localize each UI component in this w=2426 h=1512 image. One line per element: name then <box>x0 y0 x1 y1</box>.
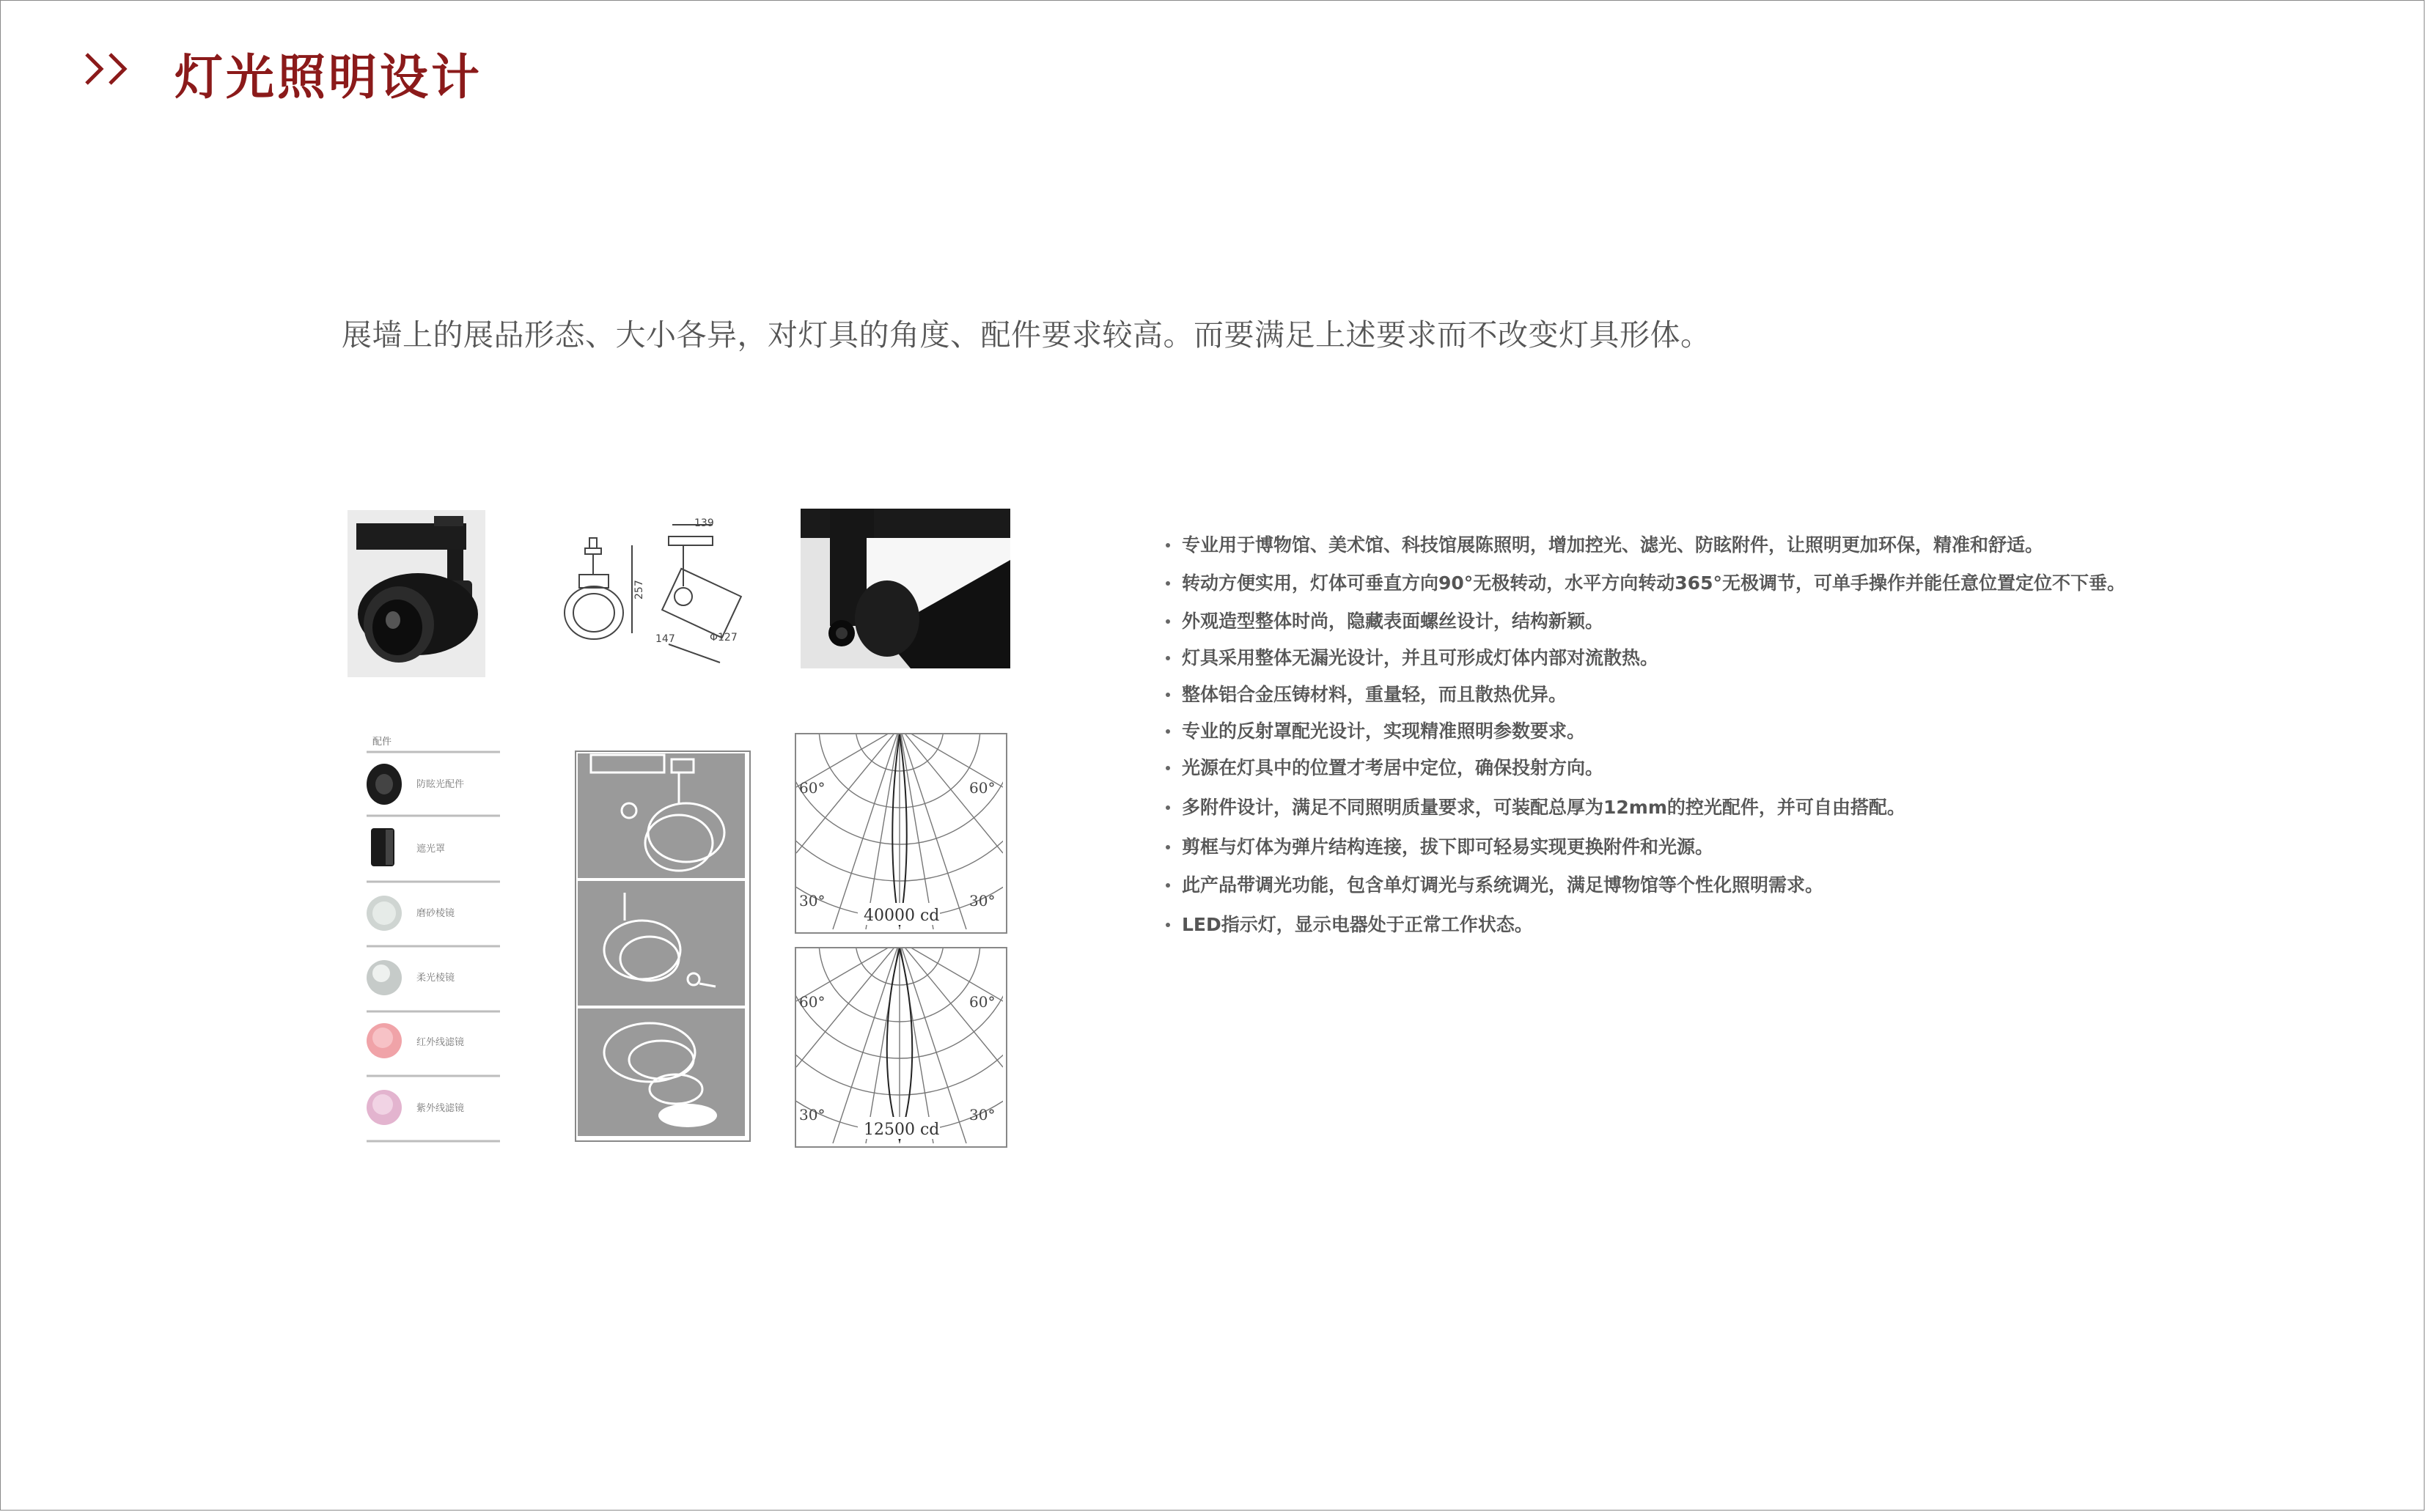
bullet-dot-icon <box>1166 693 1170 697</box>
feature-item <box>1166 828 2125 866</box>
accessories-panel <box>364 733 503 1151</box>
accessory-label: 紫外线滤镜 <box>416 1103 465 1114</box>
feature-text: 专业用于博物馆、美术馆、科技馆展陈照明，增加控光、滤光、防眩附件，让照明更加环保，精准和舒适。 <box>1182 534 2044 556</box>
accessory-label: 防眩光配件 <box>416 779 465 790</box>
accessories-header: 配件 <box>372 737 392 748</box>
dim-depth-label: 147 <box>655 633 675 645</box>
hood-icon <box>371 828 394 866</box>
polar-angle-label: 30° <box>799 892 826 910</box>
polar-angle-label: 60° <box>969 993 996 1011</box>
dim-height-label: 257 <box>633 580 645 600</box>
bullet-dot-icon <box>1166 923 1170 927</box>
bullet-dot-icon <box>1166 581 1170 586</box>
feature-text: 光源在灯具中的位置才考居中定位，确保投射方向。 <box>1182 757 1604 778</box>
polar-distribution-diagram-2 <box>795 947 1007 1148</box>
feature-item <box>1166 564 2125 602</box>
bullet-dot-icon <box>1166 729 1170 734</box>
feature-item <box>1166 602 2125 639</box>
bullet-dot-icon <box>1166 883 1170 888</box>
feature-text: 外观造型整体时尚，隐藏表面螺丝设计，结构新颖。 <box>1182 611 1604 632</box>
bullet-dot-icon <box>1166 656 1170 660</box>
dimension-drawing <box>559 516 746 670</box>
feature-item <box>1166 749 2125 789</box>
polar-angle-label: 60° <box>799 993 826 1011</box>
feature-item <box>1166 712 2125 749</box>
feature-item <box>1166 789 2125 828</box>
polar-intensity-label: 40000 cd <box>864 907 940 925</box>
feature-text: 剪框与灯体为弹片结构连接，拔下即可轻易实现更换附件和光源。 <box>1182 836 1714 858</box>
accessory-label: 磨砂棱镜 <box>416 908 455 919</box>
bullet-dot-icon <box>1166 543 1170 547</box>
intro-text: 展墙上的展品形态、大小各异，对灯具的角度、配件要求较高。而要满足上述要求而不改变灯具形体。 <box>342 317 1711 353</box>
accessory-label: 柔光棱镜 <box>416 973 455 984</box>
polar-angle-label: 60° <box>969 779 996 797</box>
product-photo-closeup <box>801 509 1010 668</box>
polar-angle-label: 60° <box>799 779 826 797</box>
product-photo-front <box>348 510 485 677</box>
feature-item <box>1166 676 2125 712</box>
page-title: 灯光照明设计 <box>174 48 482 106</box>
dim-dia-label: Φ127 <box>710 632 738 643</box>
bullet-dot-icon <box>1166 845 1170 849</box>
soft-lens-icon <box>367 960 402 995</box>
anti-glare-ring-icon <box>367 764 402 805</box>
feature-item <box>1166 639 2125 676</box>
polar-angle-label: 30° <box>799 1106 826 1124</box>
bullet-dot-icon <box>1166 766 1170 770</box>
uv-filter-icon <box>367 1090 402 1125</box>
feature-text: 转动方便实用，灯体可垂直方向90°无极转动，水平方向转动365°无极调节，可单手操作并能任意位置定位不下垂。 <box>1182 572 2125 594</box>
accessory-label: 红外线滤镜 <box>416 1037 465 1048</box>
feature-list <box>1166 526 2125 944</box>
feature-text: LED指示灯，显示电器处于正常工作状态。 <box>1182 914 1533 935</box>
polar-distribution-diagram-1 <box>795 733 1007 934</box>
double-chevron-right-icon <box>82 47 133 91</box>
feature-text: 灯具采用整体无漏光设计，并且可形成灯体内部对流散热。 <box>1182 647 1659 668</box>
accessory-label: 遮光罩 <box>416 844 446 855</box>
feature-text: 专业的反射罩配光设计，实现精准照明参数要求。 <box>1182 720 1586 742</box>
polar-angle-label: 30° <box>969 1106 996 1124</box>
polar-intensity-label: 12500 cd <box>864 1121 940 1139</box>
feature-item <box>1166 906 2125 944</box>
feature-text: 此产品带调光功能，包含单灯调光与系统调光，满足博物馆等个性化照明需求。 <box>1182 874 1824 896</box>
polar-angle-label: 30° <box>969 892 996 910</box>
frosted-lens-icon <box>367 896 402 931</box>
feature-item <box>1166 866 2125 906</box>
bullet-dot-icon <box>1166 805 1170 810</box>
bullet-dot-icon <box>1166 619 1170 624</box>
exploded-views <box>575 751 751 1142</box>
feature-item <box>1166 526 2125 564</box>
dim-top-label: 139 <box>694 517 714 529</box>
feature-text: 多附件设计，满足不同照明质量要求，可装配总厚为12mm的控光配件，并可自由搭配。 <box>1182 797 1905 818</box>
feature-text: 整体铝合金压铸材料，重量轻，而且散热优异。 <box>1182 684 1567 705</box>
ir-filter-icon <box>367 1023 402 1058</box>
